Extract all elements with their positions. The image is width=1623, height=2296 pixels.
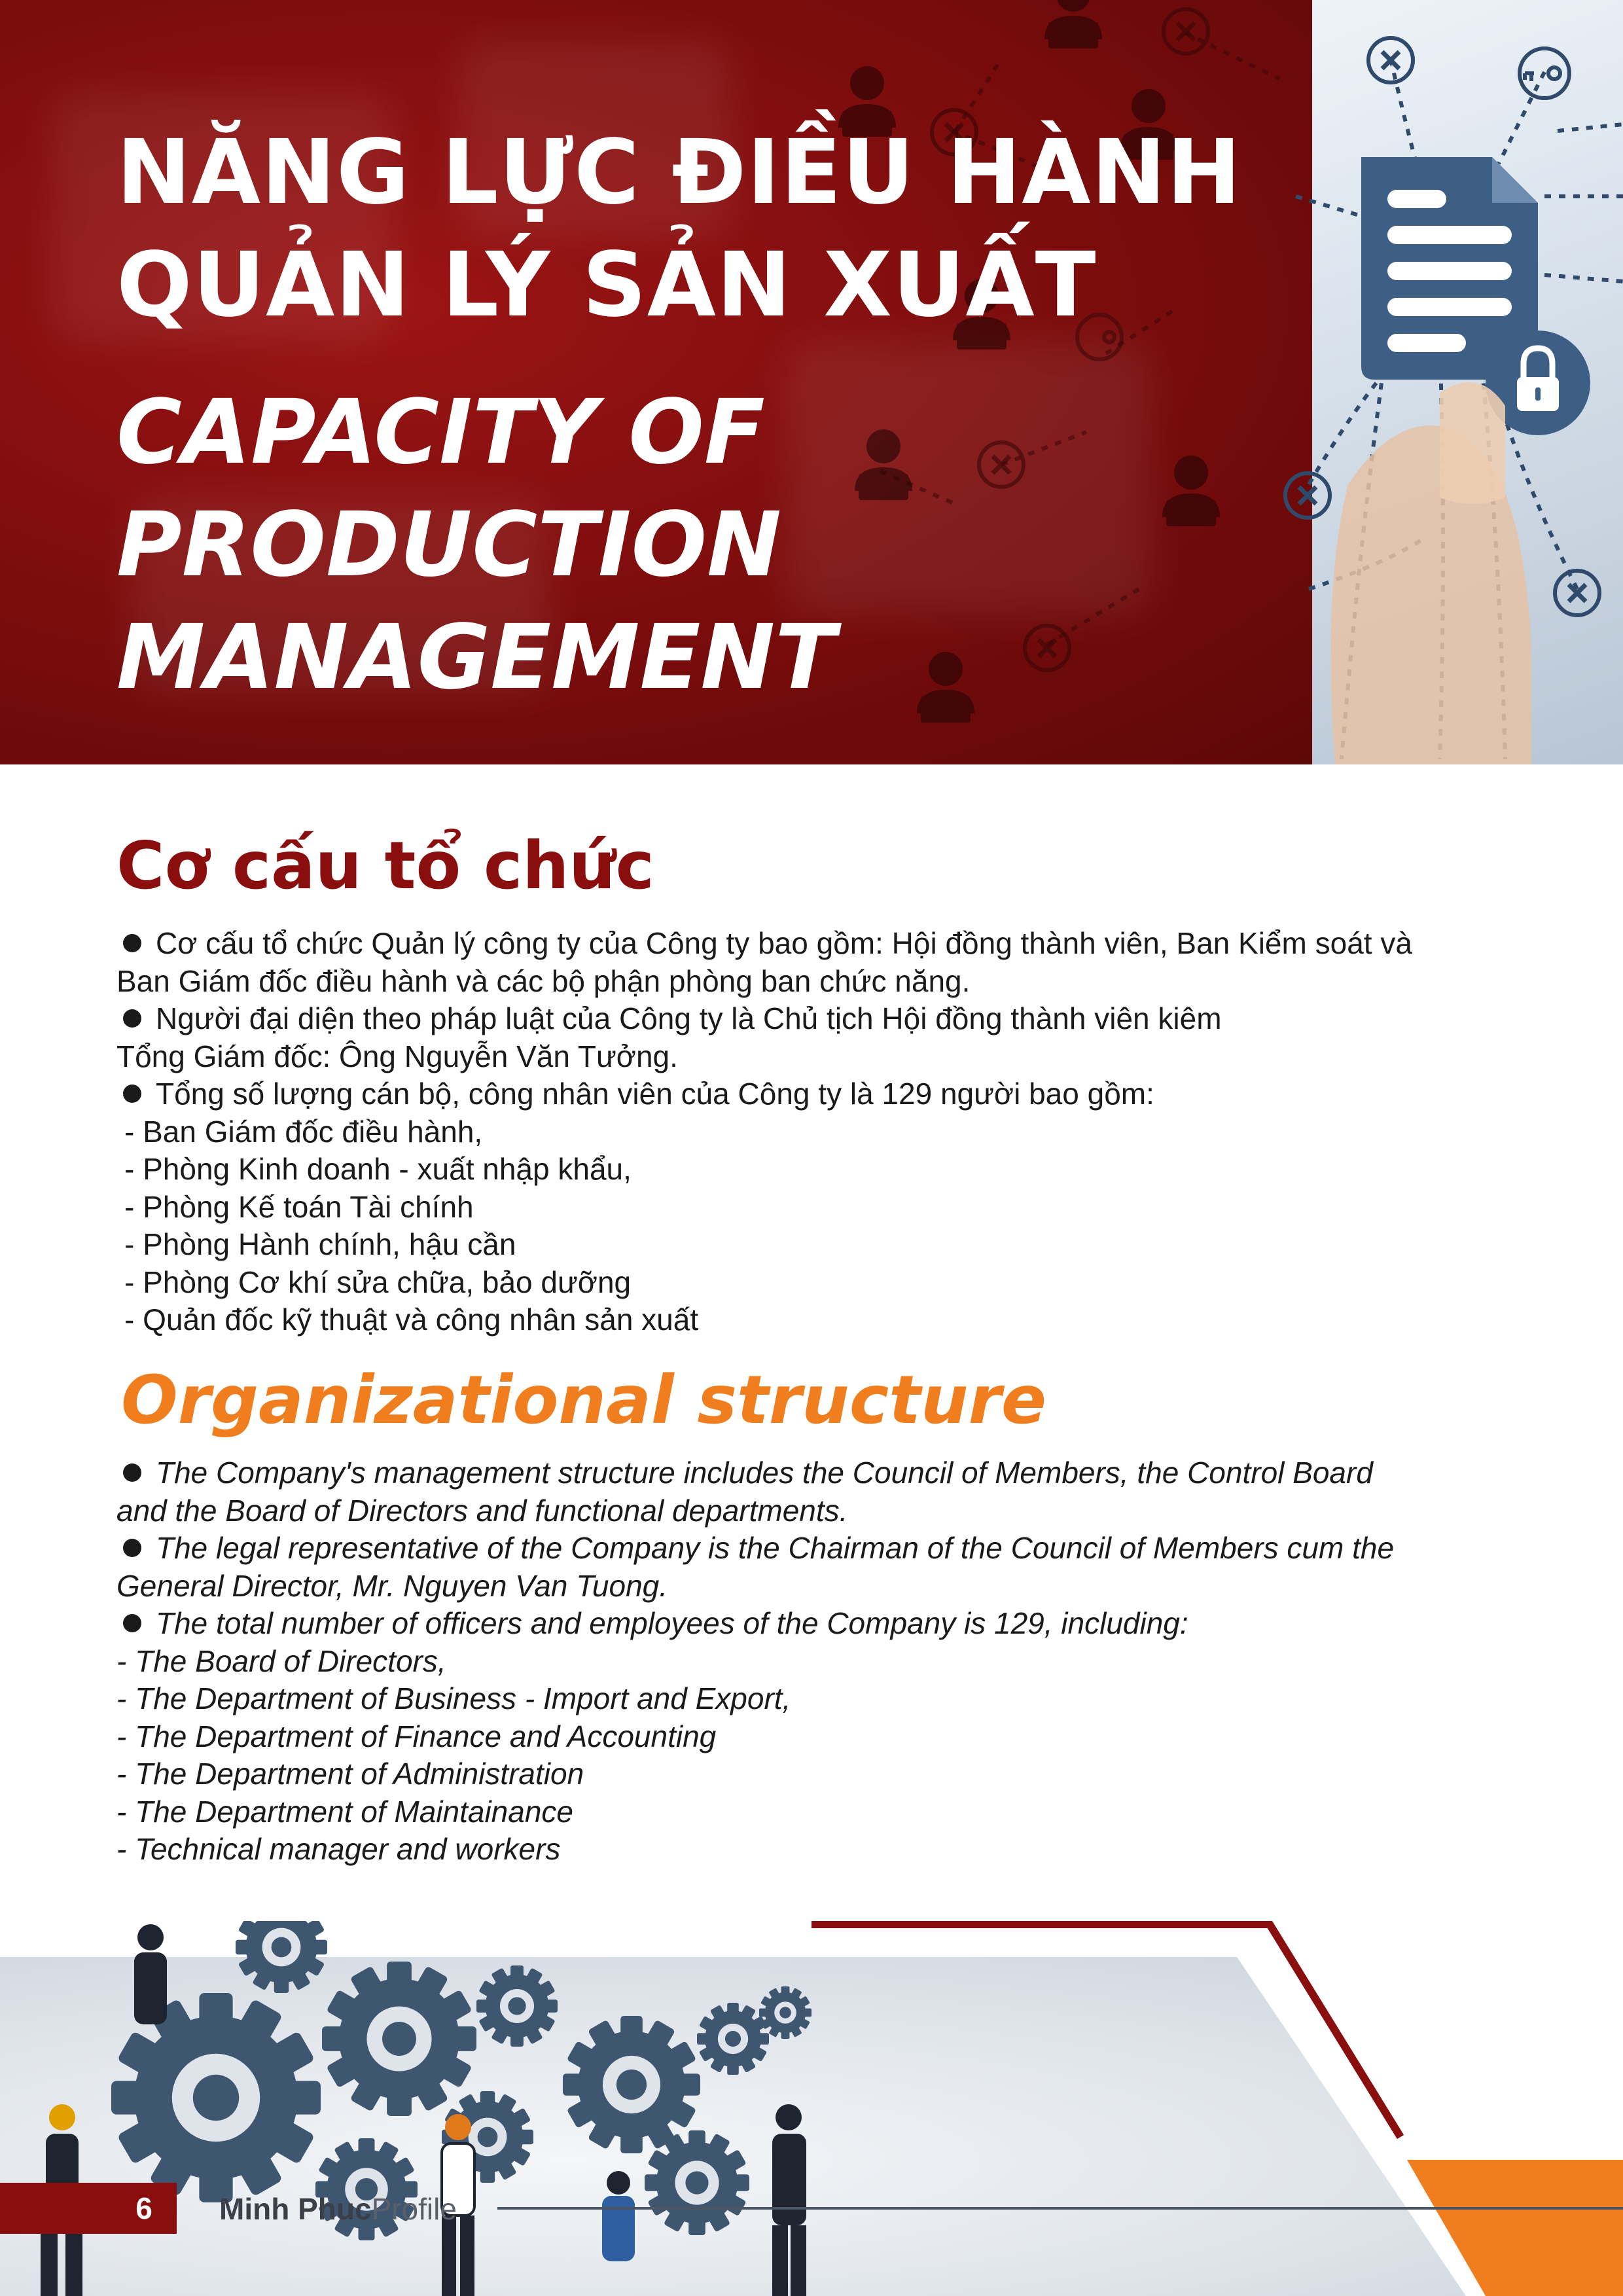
footer-divider <box>497 2207 1623 2210</box>
brand-suffix: Profile <box>371 2192 457 2226</box>
body-line: Người đại diện theo pháp luật của Công ty là Chủ tịch Hội đồng thành viên kiêm <box>116 1000 1524 1038</box>
body-line: The total number of officers and employees of the Company is 129, including: <box>116 1605 1524 1643</box>
list-item: - The Department of Finance and Accounting <box>116 1719 717 1753</box>
bullet-icon <box>123 1085 141 1103</box>
list-item: - Ban Giám đốc điều hành, <box>124 1114 483 1149</box>
list-item: - Quản đốc kỹ thuật và công nhân sản xuất <box>124 1302 699 1336</box>
body-line: The legal representative of the Company is the Chairman of the Council of Members cum the <box>116 1530 1524 1568</box>
section-heading-english: Organizational structure <box>121 1361 1047 1439</box>
english-body <box>116 1454 1524 1869</box>
body-line: Ban Giám đốc điều hành và các bộ phận phòng ban chức năng. <box>116 963 971 998</box>
brand-footer <box>219 2189 457 2229</box>
title-en-line-1: CAPACITY OF <box>116 381 765 484</box>
body-line: Tổng số lượng cán bộ, công nhân viên của Công ty là 129 người bao gồm: <box>116 1075 1524 1113</box>
body-line: The Company's management structure includes the Council of Members, the Control Board <box>116 1454 1524 1492</box>
page-title-vietnamese <box>116 117 1308 342</box>
list-item: - Phòng Kinh doanh - xuất nhập khẩu, <box>124 1152 632 1186</box>
body-line: Cơ cấu tổ chức Quản lý công ty của Công ty bao gồm: Hội đồng thành viên, Ban Kiểm soát và <box>116 925 1524 963</box>
gears-illustration <box>0 1921 1623 2296</box>
bullet-icon <box>123 934 141 952</box>
body-line: General Director, Mr. Nguyen Van Tuong. <box>116 1568 668 1603</box>
close-circle-icon <box>1368 38 1413 82</box>
list-item: - Phòng Cơ khí sửa chữa, bảo dưỡng <box>124 1265 632 1299</box>
title-en-line-3: MANAGEMENT <box>116 606 836 709</box>
page-number: 6 <box>135 2191 152 2225</box>
body-line: and the Board of Directors and functional departments. <box>116 1493 848 1528</box>
hero-banner <box>0 0 1623 764</box>
list-item: - Phòng Kế toán Tài chính <box>124 1189 474 1224</box>
person-icon <box>1044 0 1102 48</box>
page-title-english <box>116 376 1098 714</box>
bullet-icon <box>123 1009 141 1028</box>
body-line: Tổng Giám đốc: Ông Nguyễn Văn Tưởng. <box>116 1039 678 1073</box>
list-item: - Technical manager and workers <box>116 1832 561 1866</box>
vietnamese-body <box>116 925 1524 1339</box>
bullet-icon <box>123 1539 141 1557</box>
title-en-line-2: PRODUCTION <box>116 493 781 597</box>
title-vi-line-2: QUẢN LÝ SẢN XUẤT <box>116 234 1097 337</box>
bullet-icon <box>123 1614 141 1632</box>
list-item: - Phòng Hành chính, hậu cần <box>124 1227 516 1261</box>
list-item: - The Board of Directors, <box>116 1643 446 1678</box>
brand-name: Minh Phuc <box>219 2192 372 2226</box>
title-vi-line-1: NĂNG LỰC ĐIỀU HÀNH <box>116 121 1242 224</box>
footer-illustration <box>0 1921 1623 2296</box>
section-heading-vietnamese: Cơ cấu tổ chức <box>116 827 654 904</box>
list-item: - The Department of Administration <box>116 1757 584 1791</box>
list-item: - The Department of Maintainance <box>116 1794 574 1829</box>
list-item: - The Department of Business - Import and Export, <box>116 1681 791 1715</box>
bullet-icon <box>123 1463 141 1482</box>
